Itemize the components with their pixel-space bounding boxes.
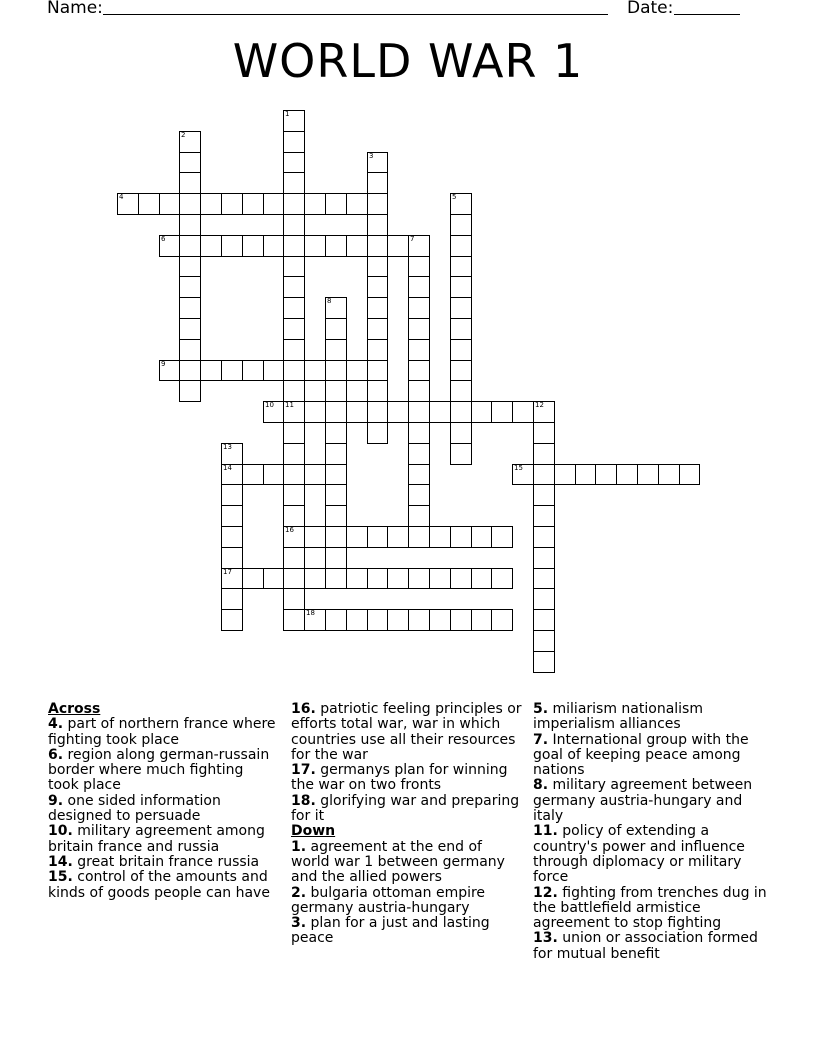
clue-item-text: part of northern france where fighting took place bbox=[48, 716, 276, 748]
grid-cell[interactable] bbox=[221, 526, 243, 548]
grid-cell[interactable] bbox=[533, 568, 555, 589]
grid-cell[interactable] bbox=[283, 297, 305, 319]
grid-cell[interactable] bbox=[200, 193, 222, 215]
grid-cell[interactable] bbox=[179, 172, 201, 194]
grid-cell[interactable] bbox=[450, 193, 472, 215]
grid-cell[interactable] bbox=[367, 256, 388, 277]
grid-cell[interactable] bbox=[242, 464, 264, 485]
grid-cell[interactable] bbox=[304, 360, 326, 381]
grid-cell[interactable] bbox=[450, 568, 472, 589]
grid-cell[interactable] bbox=[325, 568, 347, 589]
grid-cell[interactable] bbox=[283, 339, 305, 361]
clue-item-text: bulgaria ottoman empire germany austria-hungary bbox=[291, 884, 486, 916]
grid-cell[interactable] bbox=[512, 401, 534, 423]
clue-item bbox=[291, 916, 523, 947]
grid-cell[interactable] bbox=[179, 339, 201, 361]
grid-cell[interactable] bbox=[450, 526, 472, 548]
grid-cell[interactable] bbox=[346, 235, 368, 257]
grid-cell[interactable] bbox=[367, 360, 388, 381]
grid-cell[interactable] bbox=[283, 235, 305, 257]
grid-cell[interactable] bbox=[283, 276, 305, 298]
grid-cell[interactable] bbox=[283, 360, 305, 381]
grid-cell[interactable] bbox=[616, 464, 638, 485]
grid-cell[interactable] bbox=[408, 526, 430, 548]
clue-item bbox=[533, 886, 768, 932]
grid-cell[interactable] bbox=[408, 297, 430, 319]
grid-cell[interactable] bbox=[325, 318, 347, 340]
clue-number: 5 bbox=[452, 193, 457, 201]
clue-item-text: policy of extending a country's power and influence through diplomacy or military force bbox=[533, 823, 745, 886]
grid-cell[interactable] bbox=[221, 568, 243, 589]
grid-cell[interactable] bbox=[450, 297, 472, 319]
grid-cell[interactable] bbox=[533, 422, 555, 444]
grid-cell[interactable] bbox=[263, 568, 284, 589]
clue-item-number: 9. bbox=[48, 792, 64, 809]
header bbox=[0, 0, 816, 22]
grid-cell[interactable] bbox=[179, 131, 201, 153]
grid-cell[interactable] bbox=[408, 276, 430, 298]
grid-cell[interactable] bbox=[450, 235, 472, 257]
grid-cell[interactable] bbox=[283, 568, 305, 589]
clue-item bbox=[48, 717, 278, 748]
grid-cell[interactable] bbox=[263, 464, 284, 485]
clue-item-text: one sided information designed to persuade bbox=[48, 792, 221, 825]
grid-cell[interactable] bbox=[179, 276, 201, 298]
grid-cell[interactable] bbox=[283, 505, 305, 527]
grid-cell[interactable] bbox=[533, 401, 555, 423]
date-label: Date: bbox=[627, 0, 674, 18]
grid-cell[interactable] bbox=[179, 256, 201, 277]
grid-cell[interactable] bbox=[263, 235, 284, 257]
grid-cell[interactable] bbox=[283, 193, 305, 215]
grid-cell[interactable] bbox=[117, 193, 139, 215]
grid-cell[interactable] bbox=[325, 443, 347, 465]
clue-item-text: glorifying war and preparing for it bbox=[291, 792, 520, 825]
grid-cell[interactable] bbox=[304, 401, 326, 423]
grid-cell[interactable] bbox=[159, 360, 180, 381]
grid-cell[interactable] bbox=[346, 609, 368, 631]
grid-cell[interactable] bbox=[325, 422, 347, 444]
clue-item-text: International group with the goal of keeping peace among nations bbox=[533, 731, 749, 779]
grid-cell[interactable] bbox=[346, 193, 368, 215]
clue-item bbox=[533, 824, 768, 885]
clue-item-text: region along german-russain border where much fighting took place bbox=[48, 746, 270, 794]
grid-cell[interactable] bbox=[429, 526, 451, 548]
clue-item bbox=[533, 778, 768, 824]
grid-cell[interactable] bbox=[367, 526, 388, 548]
grid-cell[interactable] bbox=[575, 464, 596, 485]
grid-cell[interactable] bbox=[367, 401, 388, 423]
grid-cell[interactable] bbox=[346, 401, 368, 423]
grid-cell[interactable] bbox=[221, 609, 243, 631]
clue-item bbox=[291, 794, 523, 825]
grid-cell[interactable] bbox=[283, 131, 305, 153]
grid-cell[interactable] bbox=[325, 339, 347, 361]
grid-cell[interactable] bbox=[408, 360, 430, 381]
grid-cell[interactable] bbox=[408, 443, 430, 465]
grid-cell[interactable] bbox=[346, 568, 368, 589]
grid-cell[interactable] bbox=[387, 235, 409, 257]
grid-cell[interactable] bbox=[595, 464, 617, 485]
grid-cell[interactable] bbox=[512, 464, 534, 485]
page-title: WORLD WAR 1 bbox=[232, 34, 584, 88]
clue-number: 11 bbox=[285, 401, 294, 409]
clue-number: 10 bbox=[265, 401, 274, 409]
grid-cell[interactable] bbox=[408, 422, 430, 444]
clue-item-number: 2. bbox=[291, 884, 307, 901]
clue-item-number: 12. bbox=[533, 884, 558, 901]
grid-cell[interactable] bbox=[283, 152, 305, 173]
clue-item-number: 18. bbox=[291, 792, 316, 809]
grid-cell[interactable] bbox=[325, 526, 347, 548]
grid-cell[interactable] bbox=[221, 360, 243, 381]
clue-item bbox=[291, 840, 523, 886]
clue-item-text: fighting from trenches dug in the battlefield armistice agreement to stop fighting bbox=[533, 884, 767, 932]
grid-cell[interactable] bbox=[367, 380, 388, 402]
clue-item-text: plan for a just and lasting peace bbox=[291, 915, 490, 947]
grid-cell[interactable] bbox=[304, 464, 326, 485]
grid-cell[interactable] bbox=[450, 339, 472, 361]
grid-cell[interactable] bbox=[471, 568, 492, 589]
grid-cell[interactable] bbox=[367, 422, 388, 444]
grid-cell[interactable] bbox=[533, 588, 555, 610]
grid-cell[interactable] bbox=[325, 297, 347, 319]
grid-cell[interactable] bbox=[367, 276, 388, 298]
grid-cell[interactable] bbox=[179, 235, 201, 257]
grid-cell[interactable] bbox=[450, 276, 472, 298]
grid-cell[interactable] bbox=[387, 401, 409, 423]
clue-item-number: 17. bbox=[291, 762, 316, 779]
grid-cell[interactable] bbox=[408, 609, 430, 631]
grid-cell[interactable] bbox=[283, 401, 305, 423]
clue-item-number: 8. bbox=[533, 777, 549, 794]
grid-cell[interactable] bbox=[491, 609, 513, 631]
clue-number: 17 bbox=[223, 568, 232, 576]
grid-cell[interactable] bbox=[283, 422, 305, 444]
grid-cell[interactable] bbox=[283, 214, 305, 236]
grid-cell[interactable] bbox=[491, 568, 513, 589]
grid-cell[interactable] bbox=[429, 609, 451, 631]
clue-item bbox=[533, 733, 768, 779]
clue-item-text: military agreement between germany austria-hungary and italy bbox=[533, 777, 753, 825]
clue-number: 3 bbox=[369, 152, 374, 160]
grid-cell[interactable] bbox=[200, 360, 222, 381]
grid-cell[interactable] bbox=[242, 360, 264, 381]
grid-cell[interactable] bbox=[367, 193, 388, 215]
grid-cell[interactable] bbox=[138, 193, 160, 215]
grid-cell[interactable] bbox=[367, 297, 388, 319]
grid-cell[interactable] bbox=[221, 193, 243, 215]
clue-item-number: 1. bbox=[291, 838, 307, 855]
grid-cell[interactable] bbox=[367, 152, 388, 173]
clue-number: 2 bbox=[181, 131, 186, 139]
grid-cell[interactable] bbox=[221, 505, 243, 527]
grid-cell[interactable] bbox=[159, 235, 180, 257]
grid-cell[interactable] bbox=[491, 526, 513, 548]
clue-item-text: germanys plan for winning the war on two fronts bbox=[291, 762, 508, 794]
grid-cell[interactable] bbox=[325, 609, 347, 631]
clue-item-text: patriotic feeling principles or efforts total war, war in which countries use all their resources for the war bbox=[291, 701, 522, 763]
grid-cell[interactable] bbox=[471, 401, 492, 423]
grid-cell[interactable] bbox=[450, 318, 472, 340]
grid-cell[interactable] bbox=[179, 380, 201, 402]
grid-cell[interactable] bbox=[179, 152, 201, 173]
grid-cell[interactable] bbox=[387, 609, 409, 631]
grid-cell[interactable] bbox=[408, 235, 430, 257]
grid-cell[interactable] bbox=[450, 609, 472, 631]
grid-cell[interactable] bbox=[325, 547, 347, 569]
grid-cell[interactable] bbox=[283, 443, 305, 465]
clue-item-text: miliarism nationalism imperialism alliances bbox=[533, 701, 703, 733]
clue-item bbox=[533, 931, 768, 962]
grid-cell[interactable] bbox=[283, 110, 305, 132]
grid-cell[interactable] bbox=[221, 588, 243, 610]
clue-number: 1 bbox=[285, 110, 290, 118]
clue-number: 14 bbox=[223, 464, 232, 472]
grid-cell[interactable] bbox=[450, 360, 472, 381]
grid-cell[interactable] bbox=[554, 464, 576, 485]
grid-cell[interactable] bbox=[283, 526, 305, 548]
grid-cell[interactable] bbox=[304, 526, 326, 548]
grid-cell[interactable] bbox=[325, 360, 347, 381]
clue-item-number: 4. bbox=[48, 716, 64, 733]
name-field[interactable] bbox=[103, 14, 608, 15]
clues-column-1 bbox=[48, 702, 278, 901]
grid-cell[interactable] bbox=[221, 443, 243, 465]
clue-item-number: 15. bbox=[48, 869, 73, 886]
grid-cell[interactable] bbox=[283, 172, 305, 194]
grid-cell[interactable] bbox=[283, 588, 305, 610]
grid-cell[interactable] bbox=[283, 380, 305, 402]
across-heading: Across bbox=[48, 701, 101, 717]
grid-cell[interactable] bbox=[325, 505, 347, 527]
grid-cell[interactable] bbox=[367, 172, 388, 194]
clue-number: 16 bbox=[285, 526, 294, 534]
clue-item-text: great britain france russia bbox=[72, 853, 260, 870]
grid-cell[interactable] bbox=[242, 235, 264, 257]
grid-cell[interactable] bbox=[637, 464, 659, 485]
grid-cell[interactable] bbox=[679, 464, 700, 485]
grid-cell[interactable] bbox=[179, 360, 201, 381]
grid-cell[interactable] bbox=[533, 464, 555, 485]
grid-cell[interactable] bbox=[304, 193, 326, 215]
clue-number: 7 bbox=[410, 235, 415, 243]
grid-cell[interactable] bbox=[429, 401, 451, 423]
clue-item-number: 6. bbox=[48, 746, 64, 763]
grid-cell[interactable] bbox=[242, 568, 264, 589]
grid-cell[interactable] bbox=[221, 484, 243, 506]
clue-item-number: 3. bbox=[291, 915, 307, 932]
grid-cell[interactable] bbox=[179, 297, 201, 319]
grid-cell[interactable] bbox=[325, 193, 347, 215]
grid-cell[interactable] bbox=[408, 256, 430, 277]
clue-item-text: control of the amounts and kinds of goods people can have bbox=[48, 869, 270, 901]
grid-cell[interactable] bbox=[533, 443, 555, 465]
grid-cell[interactable] bbox=[283, 547, 305, 569]
clue-item-text: military agreement among britain france and russia bbox=[48, 823, 265, 855]
grid-cell[interactable] bbox=[304, 568, 326, 589]
date-field[interactable] bbox=[674, 14, 740, 15]
clues-column-2 bbox=[291, 702, 523, 947]
grid-cell[interactable] bbox=[283, 609, 305, 631]
name-label: Name: bbox=[47, 0, 103, 18]
clue-item bbox=[48, 870, 278, 901]
clue-item bbox=[291, 702, 523, 763]
grid-cell[interactable] bbox=[367, 214, 388, 236]
grid-cell[interactable] bbox=[367, 339, 388, 361]
clue-item bbox=[291, 763, 523, 794]
grid-cell[interactable] bbox=[387, 526, 409, 548]
clue-number: 13 bbox=[223, 443, 232, 451]
grid-cell[interactable] bbox=[283, 464, 305, 485]
grid-cell[interactable] bbox=[242, 193, 264, 215]
grid-cell[interactable] bbox=[450, 380, 472, 402]
clue-number: 6 bbox=[161, 235, 166, 243]
grid-cell[interactable] bbox=[533, 630, 555, 652]
clue-number: 8 bbox=[327, 297, 332, 305]
clue-number: 18 bbox=[306, 609, 315, 617]
grid-cell[interactable] bbox=[325, 464, 347, 485]
grid-cell[interactable] bbox=[346, 526, 368, 548]
grid-cell[interactable] bbox=[450, 422, 472, 444]
grid-cell[interactable] bbox=[304, 609, 326, 631]
clue-item-number: 5. bbox=[533, 701, 549, 717]
grid-cell[interactable] bbox=[533, 505, 555, 527]
clue-item-number: 14. bbox=[48, 853, 73, 870]
grid-cell[interactable] bbox=[450, 256, 472, 277]
grid-cell[interactable] bbox=[221, 547, 243, 569]
grid-cell[interactable] bbox=[200, 235, 222, 257]
grid-cell[interactable] bbox=[263, 193, 284, 215]
grid-cell[interactable] bbox=[325, 484, 347, 506]
grid-cell[interactable] bbox=[263, 401, 284, 423]
clue-item-number: 10. bbox=[48, 823, 73, 840]
grid-cell[interactable] bbox=[408, 464, 430, 485]
clue-item bbox=[533, 702, 768, 733]
clue-item-number: 13. bbox=[533, 930, 558, 947]
grid-cell[interactable] bbox=[408, 484, 430, 506]
grid-cell[interactable] bbox=[283, 318, 305, 340]
grid-cell[interactable] bbox=[367, 609, 388, 631]
grid-cell[interactable] bbox=[533, 609, 555, 631]
grid-cell[interactable] bbox=[179, 318, 201, 340]
grid-cell[interactable] bbox=[533, 526, 555, 548]
grid-cell[interactable] bbox=[221, 464, 243, 485]
grid-cell[interactable] bbox=[367, 318, 388, 340]
clue-number: 9 bbox=[161, 360, 166, 368]
grid-cell[interactable] bbox=[325, 235, 347, 257]
clue-item bbox=[291, 886, 523, 917]
clue-item-number: 7. bbox=[533, 731, 549, 748]
grid-cell[interactable] bbox=[263, 360, 284, 381]
grid-cell[interactable] bbox=[450, 401, 472, 423]
grid-cell[interactable] bbox=[533, 547, 555, 569]
grid-cell[interactable] bbox=[325, 401, 347, 423]
clue-item-number: 16. bbox=[291, 701, 316, 717]
grid-cell[interactable] bbox=[179, 214, 201, 236]
grid-cell[interactable] bbox=[387, 568, 409, 589]
clue-item-text: agreement at the end of world war 1 between germany and the allied powers bbox=[291, 838, 505, 886]
grid-cell[interactable] bbox=[221, 235, 243, 257]
grid-cell[interactable] bbox=[283, 484, 305, 506]
grid-cell[interactable] bbox=[491, 401, 513, 423]
grid-cell[interactable] bbox=[658, 464, 680, 485]
clue-number: 12 bbox=[535, 401, 544, 409]
clue-number: 4 bbox=[119, 193, 124, 201]
clue-item bbox=[48, 794, 278, 825]
grid-cell[interactable] bbox=[304, 235, 326, 257]
grid-cell[interactable] bbox=[367, 568, 388, 589]
grid-cell[interactable] bbox=[533, 484, 555, 506]
clue-item bbox=[48, 748, 278, 794]
clue-number: 15 bbox=[514, 464, 523, 472]
clues-column-3 bbox=[533, 702, 768, 962]
grid-cell[interactable] bbox=[408, 318, 430, 340]
grid-cell[interactable] bbox=[429, 568, 451, 589]
grid-cell[interactable] bbox=[367, 235, 388, 257]
grid-cell[interactable] bbox=[346, 360, 368, 381]
clue-item-text: union or association formed for mutual benefit bbox=[533, 930, 758, 962]
grid-cell[interactable] bbox=[450, 214, 472, 236]
down-heading: Down bbox=[291, 823, 336, 840]
grid-cell[interactable] bbox=[408, 339, 430, 361]
grid-cell[interactable] bbox=[471, 609, 492, 631]
grid-cell[interactable] bbox=[325, 380, 347, 402]
clue-item bbox=[48, 824, 278, 855]
grid-cell[interactable] bbox=[408, 401, 430, 423]
grid-cell[interactable] bbox=[159, 193, 180, 215]
grid-cell[interactable] bbox=[179, 193, 201, 215]
grid-cell[interactable] bbox=[408, 380, 430, 402]
grid-cell[interactable] bbox=[471, 526, 492, 548]
grid-cell[interactable] bbox=[408, 505, 430, 527]
grid-cell[interactable] bbox=[533, 651, 555, 673]
grid-cell[interactable] bbox=[408, 568, 430, 589]
grid-cell[interactable] bbox=[450, 443, 472, 465]
clue-item bbox=[48, 855, 278, 870]
grid-cell[interactable] bbox=[283, 256, 305, 277]
clue-item-number: 11. bbox=[533, 823, 558, 840]
